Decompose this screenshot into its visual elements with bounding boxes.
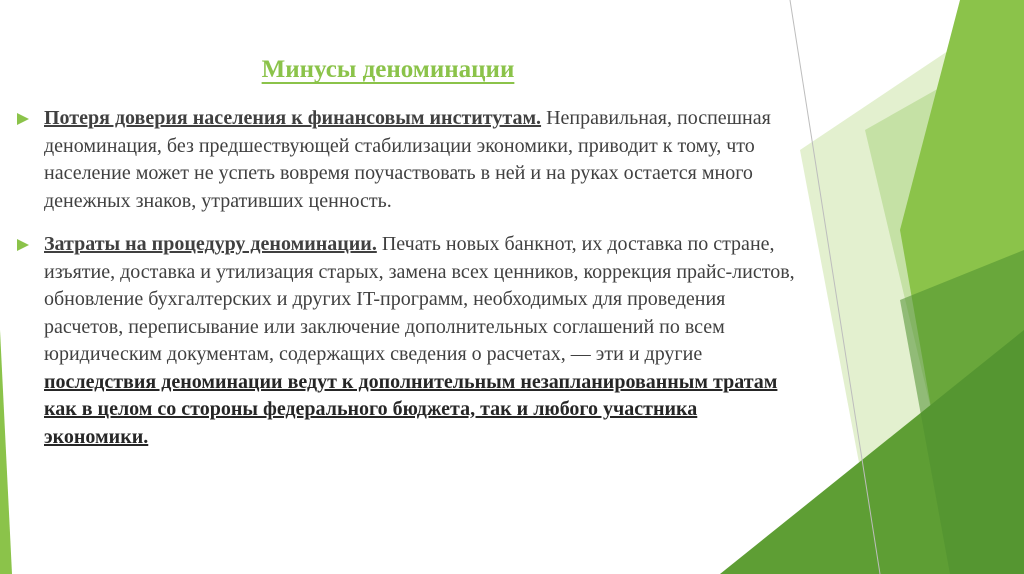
triangle-right-icon <box>17 239 29 251</box>
slide-title: Минусы деноминации <box>261 56 515 83</box>
bullet-trust-loss <box>14 105 804 215</box>
bullet-text: Неправильная, поспешная деноминация, без предшествующей стабилизации экономики, приводит к тому, что население может не успеть вовремя поучаствовать в ней и на руках остается много денежных знаков, утративших ценность. <box>44 107 771 212</box>
left-green-strip <box>0 330 12 574</box>
bullet-text: Печать новых банкнот, их доставка по стране, изъятие, доставка и утилизация старых, замена всех ценников, коррекция прайс-листов, обновление бухгалтерских и других IT-программ, необходимых для проведения расчетов, переписывание или заключение дополнительных соглашений по всем юридическим документам, содержащих сведения о расчетах, — эти и другие <box>44 233 795 365</box>
bullet-costs <box>14 231 804 451</box>
bullet-lead: Затраты на процедуру деноминации. <box>44 233 377 255</box>
bullet-list <box>14 105 804 451</box>
triangle-right-icon <box>17 113 29 125</box>
bullet-lead: Потеря доверия населения к финансовым институтам. <box>44 107 542 129</box>
bullet-conclusion: последствия деноминации ведут к дополнительным незапланированным тратам как в целом со стороны федерального бюджета, так и любого участника экономики. <box>44 370 778 448</box>
